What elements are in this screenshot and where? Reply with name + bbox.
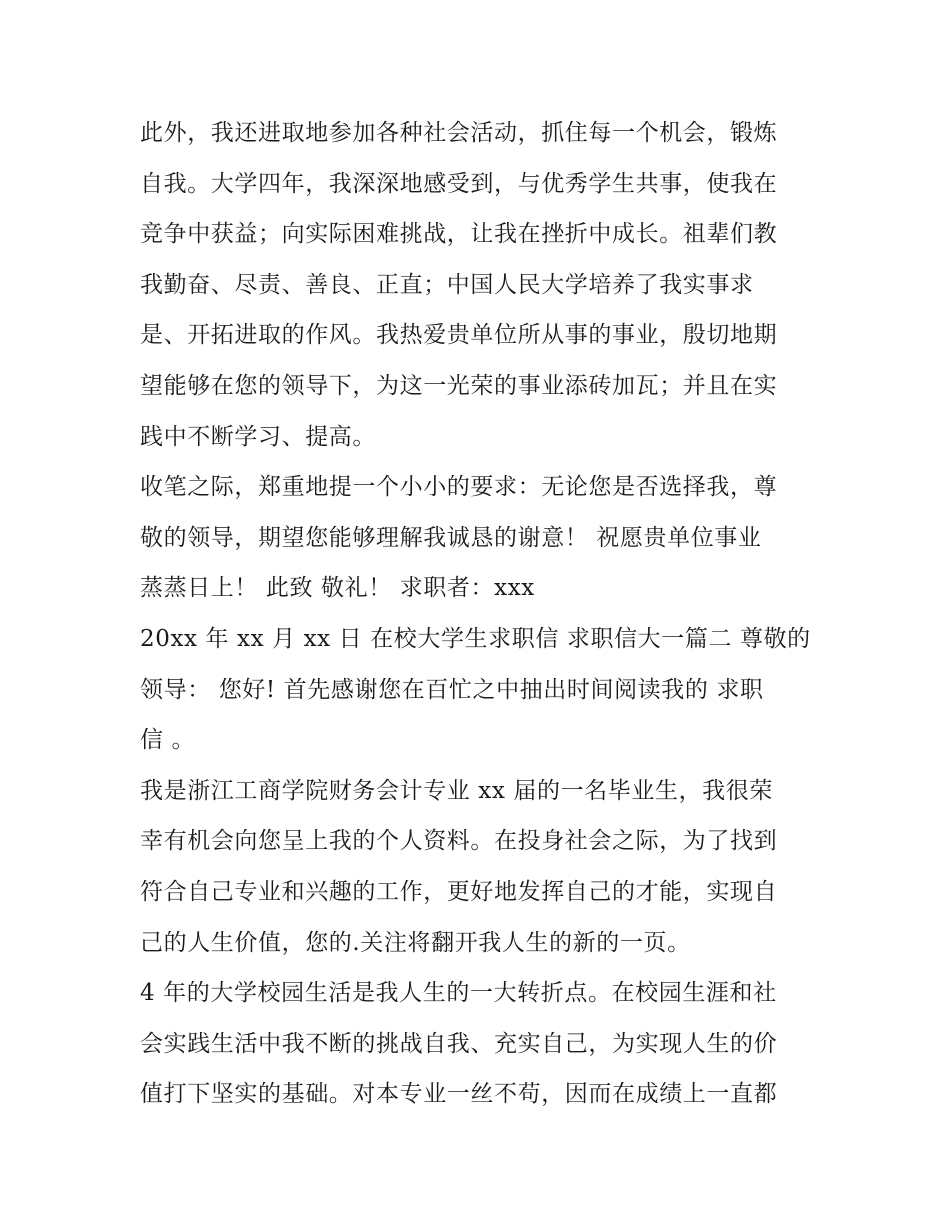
text-line: 会实践生活中我不断的挑战自我、充实自己，为实现人生的价 [140,1030,778,1057]
text-line: 幸有机会向您呈上我的个人资料。在投身社会之际，为了找到 [140,828,778,855]
text-line: 符合自己专业和兴趣的工作，更好地发挥自己的才能，实现自 [140,878,778,905]
text-line: 蒸蒸日上！ 此致 敬礼！ 求职者：xxx [140,575,535,602]
text-line: 敬的领导，期望您能够理解我诚恳的谢意！ 祝愿贵单位事业 [140,524,762,551]
text-line: 领导： 您好! 首先感谢您在百忙之中抽出时间阅读我的 求职 [140,676,764,703]
text-line: 收笔之际，郑重地提一个小小的要求：无论您是否选择我，尊 [140,474,778,501]
text-line: 信 。 [140,727,196,754]
text-line: 践中不断学习、提高。 [140,423,376,450]
text-line: 是、开拓进取的作风。我热爱贵单位所从事的事业，殷切地期 [140,322,778,349]
text-line: 自我。大学四年，我深深地感受到，与优秀学生共事，使我在 [140,170,778,197]
text-line: 4 年的大学校园生活是我人生的一大转折点。在校园生涯和社 [140,980,777,1007]
text-line: 20xx 年 xx 月 xx 日 在校大学生求职信 求职信大一篇二 尊敬的 [140,625,811,652]
text-line: 我是浙江工商学院财务会计专业 xx 届的一名毕业生，我很荣 [140,777,773,804]
text-line: 己的人生价值，您的.关注将翻开我人生的新的一页。 [140,929,691,956]
text-line: 此外，我还进取地参加各种社会活动，抓住每一个机会，锻炼 [140,120,778,146]
document-body [140,108,820,1120]
text-line: 值打下坚实的基础。对本专业一丝不苟，因而在成绩上一直都 [140,1081,778,1108]
text-line: 我勤奋、尽责、善良、正直；中国人民大学培养了我实事求 [140,271,754,298]
text-line: 竞争中获益；向实际困难挑战，让我在挫折中成长。祖辈们教 [140,221,778,248]
text-line: 望能够在您的领导下，为这一光荣的事业添砖加瓦；并且在实 [140,372,778,399]
